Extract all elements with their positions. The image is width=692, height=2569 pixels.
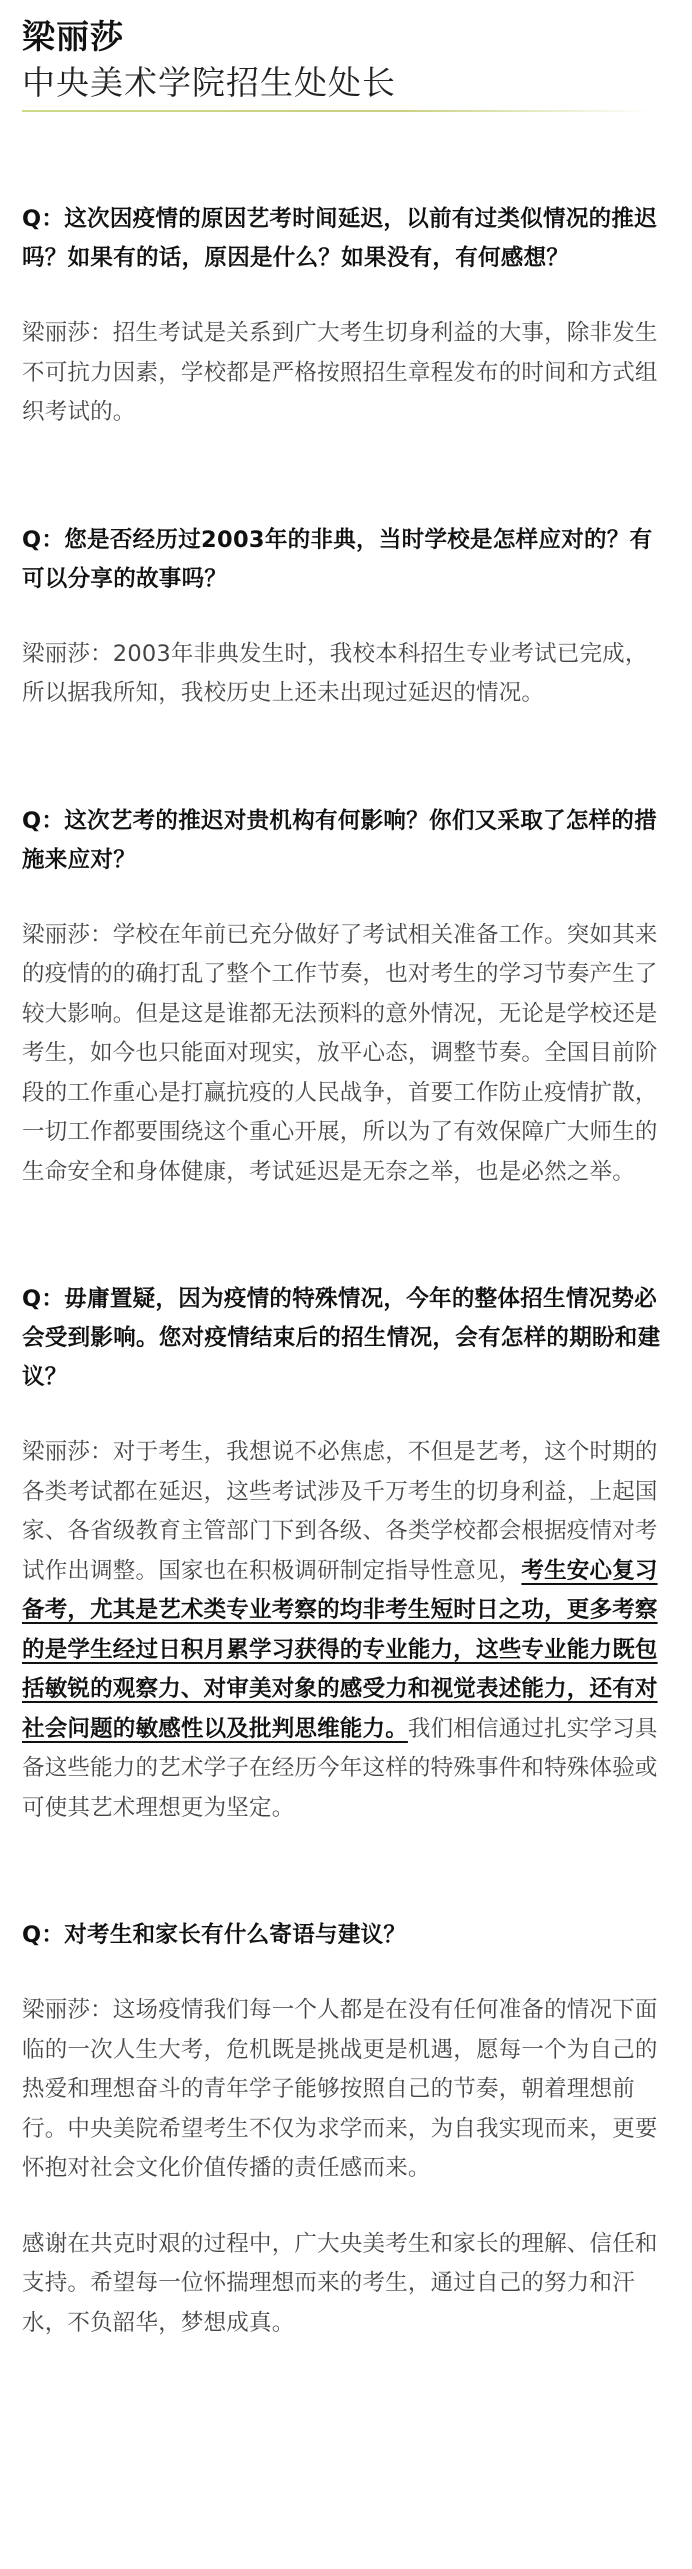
answer-text-after: 我们相信通过扎实学习具备这些能力的艺术学子在经历今年这样的特殊事件和特殊体验或可使其艺术理想更为坚定。	[22, 1715, 658, 1821]
header-divider	[22, 110, 652, 112]
answer-paragraph: 梁丽莎：学校在年前已充分做好了考试相关准备工作。突如其来的疫情的的确打乱了整个工作节奏，也对考生的学习节奏产生了较大影响。但是这是谁都无法预料的意外情况，无论是学校还是考生，如今也只能面对现实，放平心态，调整节奏。全国目前阶段的工作重心是打赢抗疫的人民战争，首要工作防止疫情扩散，一切工作都要围绕这个重心开展，所以为了有效保障广大师生的生命安全和身体健康，考试延迟是无奈之举，也是必然之举。	[22, 921, 658, 1185]
answer-text	[22, 1991, 670, 2343]
answer-text-before: 梁丽莎：对于考生，我想说不必焦虑，不但是艺考，这个时期的各类考试都在延迟，这些考试涉及千万考生的切身利益，上起国家、各省级教育主管部门下到各级、各类学校都会根据疫情对考试作出调整。国家也在积极调研制定指导性意见，	[22, 1439, 658, 1584]
qa-block-5	[22, 1916, 670, 2343]
answer-text	[22, 1433, 670, 1828]
question-text: Q：毋庸置疑，因为疫情的特殊情况，今年的整体招生情况势必会受到影响。您对疫情结束后的招生情况，会有怎样的期盼和建议？	[22, 1286, 661, 1390]
answer-text	[22, 916, 670, 1193]
question-text: Q：您是否经历过2003年的非典，当时学校是怎样应对的？有可以分享的故事吗？	[22, 526, 653, 592]
qa-block-2	[22, 521, 670, 714]
question-text: Q：这次艺考的推迟对贵机构有何影响？你们又采取了怎样的措施来应对？	[22, 807, 658, 873]
qa-block-4	[22, 1280, 670, 1828]
question-text: Q：对考生和家长有什么寄语与建议？	[22, 1922, 407, 1948]
question-text: Q：这次因疫情的原因艺考时间延迟，以前有过类似情况的推迟吗？如果有的话，原因是什么？如果没有，有何感想？	[22, 206, 658, 271]
answer-emphasis: 考生安心复习备考，尤其是艺术类专业考察的均非考生短时日之功，更多考察的是学生经过日积月累学习获得的专业能力，这些专业能力既包括敏锐的观察力、对审美对象的感受力和视觉表述能力，还有对社会问题的敏感性以及批判思维能力。	[22, 1557, 658, 1742]
interviewee-title: 中央美术学院招生处处长	[22, 63, 396, 102]
answer-text	[22, 314, 670, 433]
answer-paragraph	[22, 1433, 670, 1828]
qa-block-3	[22, 802, 670, 1193]
interviewee-name: 梁丽莎	[22, 17, 124, 56]
answer-text	[22, 635, 670, 714]
answer-paragraph: 梁丽莎：2003年非典发生时，我校本科招生专业考试已完成，所以据我所知，我校历史上还未出现过延迟的情况。	[22, 640, 648, 706]
article-header	[22, 14, 670, 112]
qa-block-1	[22, 200, 670, 433]
closing-paragraph: 感谢在共克时艰的过程中，广大央美考生和家长的理解、信任和支持。希望每一位怀揣理想而来的考生，通过自己的努力和汗水，不负韶华，梦想成真。	[22, 2230, 658, 2336]
answer-paragraph: 梁丽莎：招生考试是关系到广大考生切身利益的大事，除非发生不可抗力因素，学校都是严格按照招生章程发布的时间和方式组织考试的。	[22, 320, 658, 425]
answer-paragraph: 梁丽莎：这场疫情我们每一个人都是在没有任何准备的情况下面临的一次人生大考，危机既是挑战更是机遇，愿每一个为自己的热爱和理想奋斗的青年学子能够按照自己的节奏，朝着理想前行。中央美院希望考生不仅为求学而来，为自我实现而来，更要怀抱对社会文化价值传播的责任感而来。	[22, 1997, 658, 2181]
